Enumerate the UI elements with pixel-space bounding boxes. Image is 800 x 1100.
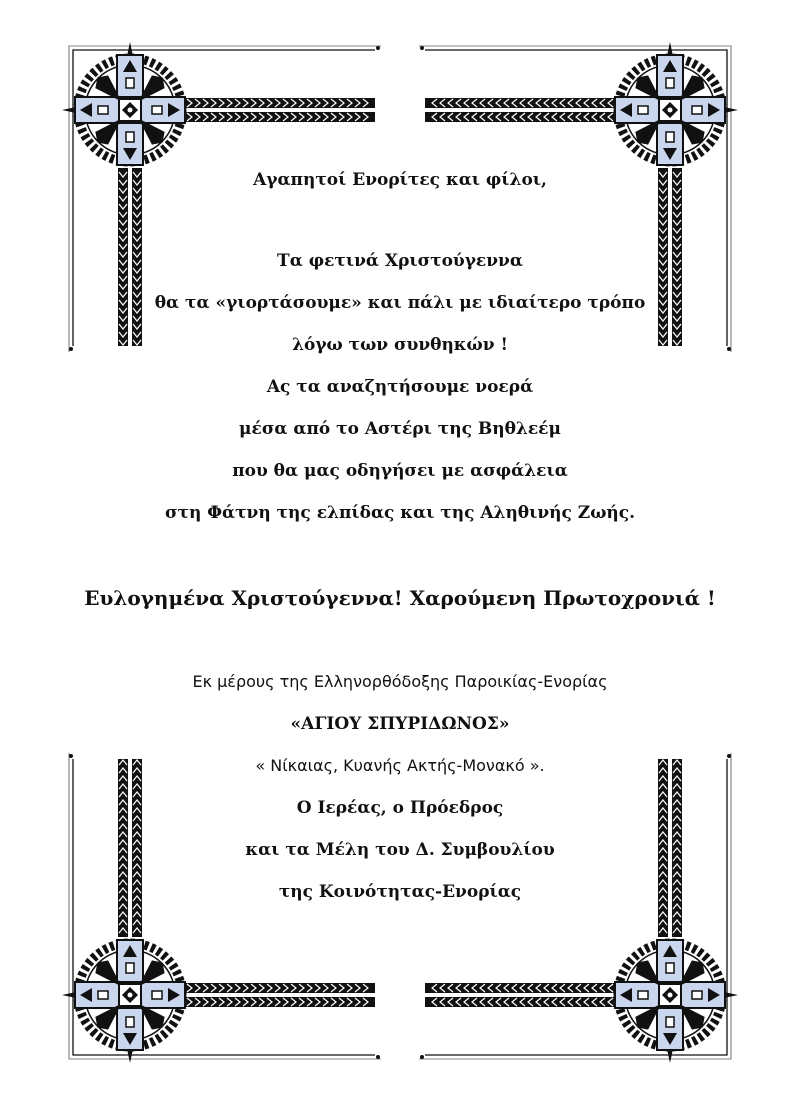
message-line: Τα φετινά Χριστούγεννα <box>277 251 523 271</box>
corner-ornament-top-left <box>55 40 385 370</box>
signer-line: και τα Μέλη του Δ. Συμβουλίου <box>245 840 555 860</box>
message-line: λόγω των συνθηκών ! <box>292 335 508 355</box>
holiday-greeting: Ευλογημένα Χριστούγεννα! Χαρούμενη Πρωτοχρονιά ! <box>84 586 716 610</box>
message-line: Ας τα αναζητήσουμε νοερά <box>266 377 534 397</box>
message-line: στη Φάτνη της ελπίδας και της Αληθινής Ζωής. <box>164 503 636 523</box>
on-behalf-line: Εκ μέρους της Ελληνορθόδοξης Παροικίας-Ενορίας <box>192 672 608 691</box>
parish-location: « Νίκαιας, Κυανής Ακτής-Μονακό ». <box>255 756 545 775</box>
corner-ornament-top-right <box>415 40 745 370</box>
message-line: που θα μας οδηγήσει με ασφάλεια <box>232 461 568 481</box>
salutation: Αγαπητοί Ενορίτες και φίλοι, <box>253 170 547 190</box>
parish-name: «ΑΓΙΟΥ ΣΠΥΡΙΔΩΝΟΣ» <box>290 714 510 734</box>
signer-line: της Κοινότητας-Ενορίας <box>278 882 522 902</box>
message-line: θα τα «γιορτάσουμε» και πάλι με ιδιαίτερο τρόπο <box>154 293 646 313</box>
signer-line: Ο Ιερέας, ο Πρόεδρος <box>296 798 504 818</box>
message-line: μέσα από το Αστέρι της Βηθλεέμ <box>239 419 561 439</box>
